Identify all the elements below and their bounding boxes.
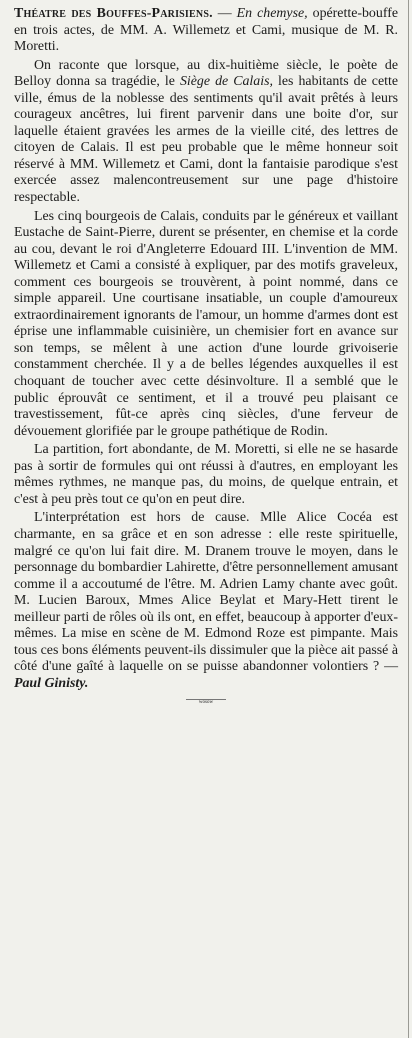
paragraph-1 [14,58,398,207]
paragraph-4-text: L'interprétation est hors de cause. Mlle Alice Cocéa est charmante, en sa grâce et en son adresse : elle reste spirituelle, malgré ce qu'on lui fait dire. M. Dranem trouve le moyen, dans le personnage du bombardier Lahirette, d'être personnellement amusant comme il a accoutumé de l'être. M. Adrien Lamy chante avec goût. M. Lucien Baroux, Mmes Alice Beylat et Mary-Hett tirent le meilleur parti de rôles où ils ont, en effet, beaucoup à apporter d'eux-mêmes. La mise en scène de M. Edmond Roze est pimpante. Mais tous ces bons éléments peuvent-ils dissimuler que la pièce ait passé à côté d'une gaîté à laquelle on se puisse abandonner volontiers ? [14,510,398,675]
signature-dash: — [379,659,398,675]
paragraph-4 [14,510,398,692]
article-heading [14,6,398,56]
heading-dash: — [212,6,237,21]
paragraph-2: Les cinq bourgeois de Calais, conduits par le généreux et vaillant Eustache de Saint-Pierre, durent se présenter, en chemise et la corde au cou, devant le roi d'Angleterre Edouard III. L'invention de MM. Willemetz et Cami a consisté à expliquer, par des motifs graveleux, comment ces bourgeois se trouvèrent, à point nommé, dans ce simple appareil. Une courtisane insatiable, un couple d'amoureux extraordinairement ignorants de l'amour, un homme d'armes dont est éprise une inflammable cuisinière, un chemisier fort en avance sur son temps, se mêlent à une action d'une lourde grivoiserie constamment cherchée. Il y a de belles légendes auxquelles il est choquant de toucher avec cette désinvolture. Il a semblé que le public éprouvât ce sentiment, et il a trouvé peu plaisant ce travestissement, fût-ce après cinq siècles, d'une ferveur de dévouement glorifiée par le groupe pathétique de Rodin. [14,208,398,439]
heading-credits: opérette-bouffe en trois actes, de MM. A. Willemetz et Cami, musique de M. R. Moretti. [14,6,398,55]
column-rule [408,0,409,1038]
tail-ornament: wosow [186,699,226,703]
theatre-name: Théatre des Bouffes-Parisiens. [14,6,213,21]
play-title: En chemyse, [236,6,308,21]
work-title: Siège de Calais, [179,74,273,90]
signature: Paul Ginisty. [14,675,89,691]
paragraph-3: La partition, fort abondante, de M. Moretti, si elle ne se hasarde pas à sortir de formules qui ont réussi à d'autres, en employant les mêmes rythmes, ne manque pas, du moins, de quelque entrain, et c'est à peu près tout ce qu'on en peut dire. [14,442,398,507]
paragraph-1-part-b: les habitants de cette ville, émus de la noblesse des sentiments qu'il avait prêtés à leurs courageux ancêtres, lui firent parvenir dans une boite d'or, sur laquelle étaient gravées les armes de la vieille cité, des lettres de citoyen de Calais. Il est peu probable que le même honneur soit réservé à MM. Willemetz et Cami, dont la fantaisie parodique s'est exercée assez malencontreusement sur une page d'histoire respectable. [14,74,399,206]
paragraph-1-part-a: On raconte que lorsque, au dix-huitième siècle, le poète de Belloy donna sa tragédie, le [14,57,398,90]
